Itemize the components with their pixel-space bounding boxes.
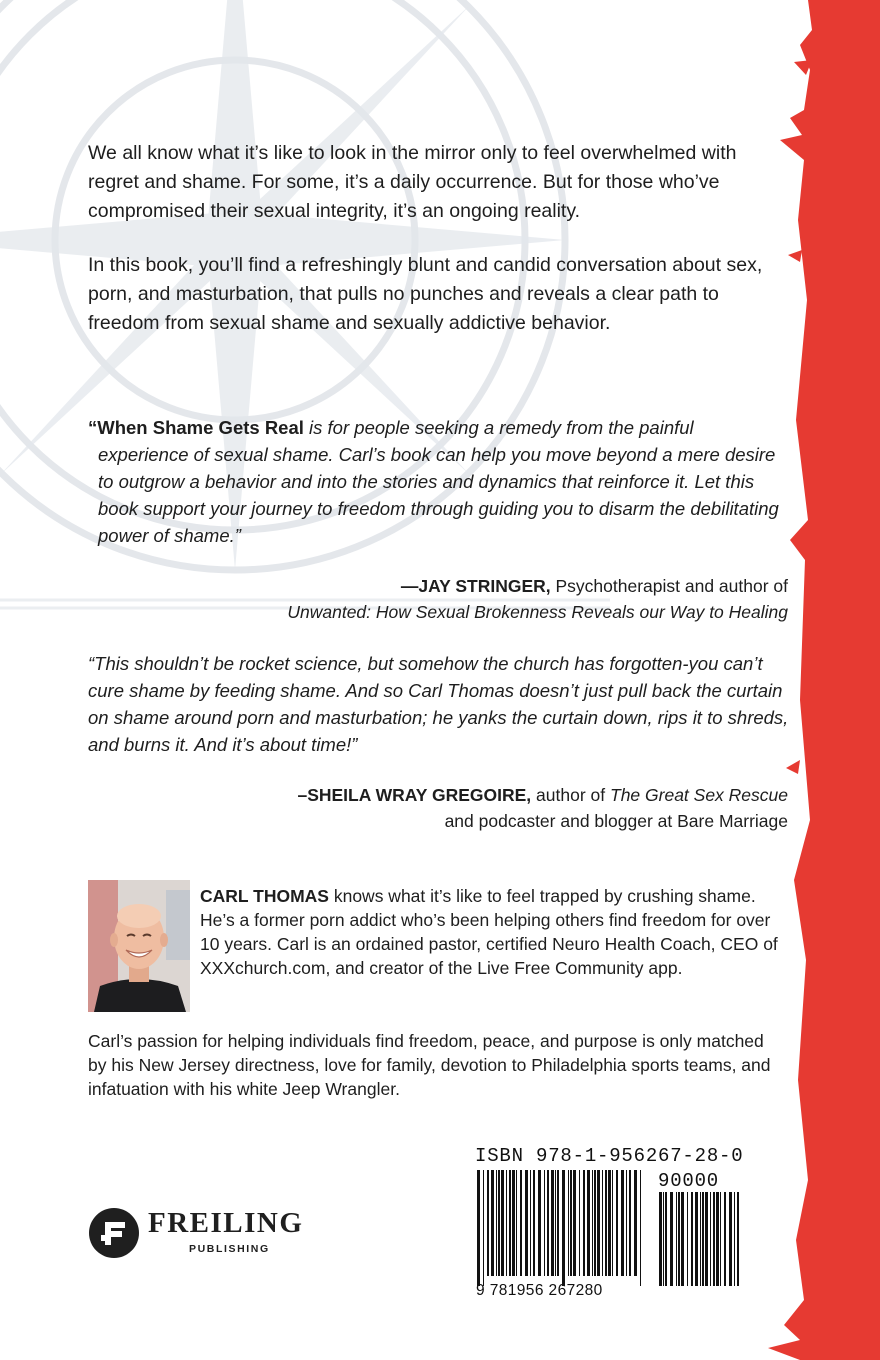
attribution-line-2 [148, 599, 788, 625]
barcode-bar [570, 1170, 572, 1276]
quote-continuation: experience of sexual shame. Carl’s book can help you move beyond a mere desire to outgrow a behavior and into the stories and dynamics that reinforce it. Let this book support your journey to freedom through guiding you to disarm the debilitating power of shame.” [98, 444, 779, 546]
barcode-bar [608, 1170, 611, 1276]
author-bio-1 [200, 884, 780, 980]
author-photo [88, 880, 190, 1012]
barcode-digits: 9 781956 267280 [476, 1282, 603, 1299]
barcode-bar [525, 1170, 528, 1276]
barcode-bar [602, 1170, 603, 1276]
endorsement-quote-2: “This shouldn’t be rocket science, but somehow the church has forgotten-you can’t cure shame by feeding shame. And so Carl Thomas doesn’t just pull back the curtain on shame around porn and masturbation; he yanks the curtain down, rips it to shreds, and burns it. And it’s about time!” [88, 653, 789, 755]
barcode-bar [516, 1170, 517, 1276]
barcode-bar [729, 1192, 732, 1286]
barcode-bar [640, 1170, 641, 1286]
publisher-logo [88, 1203, 328, 1263]
barcode-bar [629, 1170, 631, 1276]
endorsement-quote-1 [88, 414, 793, 549]
barcode-bar [681, 1192, 684, 1286]
endorser-role: Psychotherapist and author of [550, 576, 788, 596]
freiling-logo-icon [88, 1207, 140, 1259]
endorsement-attribution-2 [148, 782, 788, 834]
barcode-bar [713, 1192, 715, 1286]
barcode-bar [583, 1170, 585, 1276]
barcode-bar [663, 1192, 664, 1286]
barcode-bar [501, 1170, 504, 1276]
endorser-name: JAY STRINGER, [418, 576, 551, 596]
barcode-bar [573, 1170, 576, 1276]
barcode-bar [544, 1170, 545, 1276]
barcode-bar [568, 1170, 569, 1276]
barcode-bar [621, 1170, 624, 1276]
endorser-name: SHEILA WRAY GREGOIRE, [307, 785, 532, 805]
barcode-bar [551, 1170, 554, 1276]
barcode-bar [533, 1170, 535, 1276]
barcode-bar [634, 1170, 637, 1276]
barcode-bar [676, 1192, 677, 1286]
barcode-bar [594, 1170, 596, 1276]
attribution-dash: — [400, 576, 419, 596]
endorser-work: The Great Sex Rescue [610, 785, 788, 805]
barcode-bar [477, 1170, 480, 1286]
attribution-dash: – [297, 785, 308, 805]
attribution-line-1 [148, 573, 788, 599]
quote-line-1: is for people seeking a remedy from the painful [303, 417, 694, 438]
barcode-bar [605, 1170, 607, 1276]
barcode-bar [483, 1170, 484, 1286]
barcode-bar [687, 1192, 688, 1286]
barcode-bar [562, 1170, 565, 1286]
barcode-bar [555, 1170, 556, 1276]
price-barcode [658, 1192, 742, 1286]
endorser-role: author of [531, 785, 610, 805]
barcode-bar [506, 1170, 507, 1276]
intro-paragraph-2: In this book, you’ll find a refreshingly blunt and candid conversation about sex, porn, and masturbation, that pulls no punches and reveals a clear path to freedom from sexual shame and sexually addictive behavior. [88, 254, 763, 334]
barcode-bar [557, 1170, 559, 1276]
barcode-bar [520, 1170, 522, 1276]
barcode-bar [612, 1170, 613, 1276]
barcode-bar [659, 1192, 662, 1286]
barcode-bar [705, 1192, 708, 1286]
author-bio-2: Carl’s passion for helping individuals find freedom, peace, and purpose is only matched by his New Jersey directness, love for family, devotion to Philadelphia sports teams, and infatuation with his white Jeep Wrangler. [88, 1031, 771, 1099]
barcode-bar [498, 1170, 500, 1276]
barcode-bar [587, 1170, 590, 1276]
barcode-bar [720, 1192, 721, 1286]
intro-paragraph-1: We all know what it’s like to look in the mirror only to feel overwhelmed with regret and shame. For some, it’s a daily occurrence. But for those who’ve compromised their sexual integrity, it’s an ongoing reality. [88, 142, 737, 222]
publisher-name: FREILING [148, 1207, 304, 1239]
barcode-bar [700, 1192, 701, 1286]
isbn-barcode [476, 1170, 644, 1286]
barcode-bar [695, 1192, 698, 1286]
author-name: CARL THOMAS [200, 886, 329, 906]
barcode-bar [724, 1192, 726, 1286]
price-code: 90000 [658, 1170, 720, 1192]
book-title-lead: “When Shame Gets Real [88, 417, 304, 438]
barcode-bar [665, 1192, 667, 1286]
barcode-bar [512, 1170, 515, 1276]
barcode-bar [734, 1192, 735, 1286]
attribution-line-2: and podcaster and blogger at Bare Marriage [444, 811, 788, 831]
barcode-bar [538, 1170, 541, 1276]
barcode-bar [678, 1192, 680, 1286]
endorsement-attribution-1 [148, 573, 788, 625]
author-bio-text: knows what it’s like to feel trapped by crushing shame. He’s a former porn addict who’s been helping others find freedom for over 10 years. Carl is an ordained pastor, certified Neuro Health Coach, CEO of XXXchurch.com, and creator of the Live Free Community app. [200, 886, 778, 978]
barcode-bar [626, 1170, 627, 1276]
endorser-work: Unwanted: How Sexual Brokenness Reveals our Way to Healing [287, 602, 788, 622]
barcode-bar [737, 1192, 739, 1286]
barcode-bar [691, 1192, 693, 1286]
barcode-bar [496, 1170, 497, 1276]
isbn-label: ISBN 978-1-956267-28-0 [475, 1145, 744, 1167]
barcode-bar [670, 1192, 673, 1286]
barcode-bar [491, 1170, 494, 1276]
barcode-bar [710, 1192, 711, 1286]
barcode-bar [702, 1192, 704, 1286]
barcode-bar [716, 1192, 719, 1286]
barcode-bar [597, 1170, 600, 1276]
barcode-bar [547, 1170, 549, 1276]
barcode-bar [530, 1170, 531, 1276]
barcode-bar [579, 1170, 580, 1276]
barcode-bar [487, 1170, 489, 1276]
publisher-subtitle: PUBLISHING [189, 1243, 270, 1255]
barcode-bar [616, 1170, 618, 1276]
barcode-bar [509, 1170, 511, 1276]
attribution-line-1 [148, 782, 788, 808]
barcode-bar [592, 1170, 593, 1276]
